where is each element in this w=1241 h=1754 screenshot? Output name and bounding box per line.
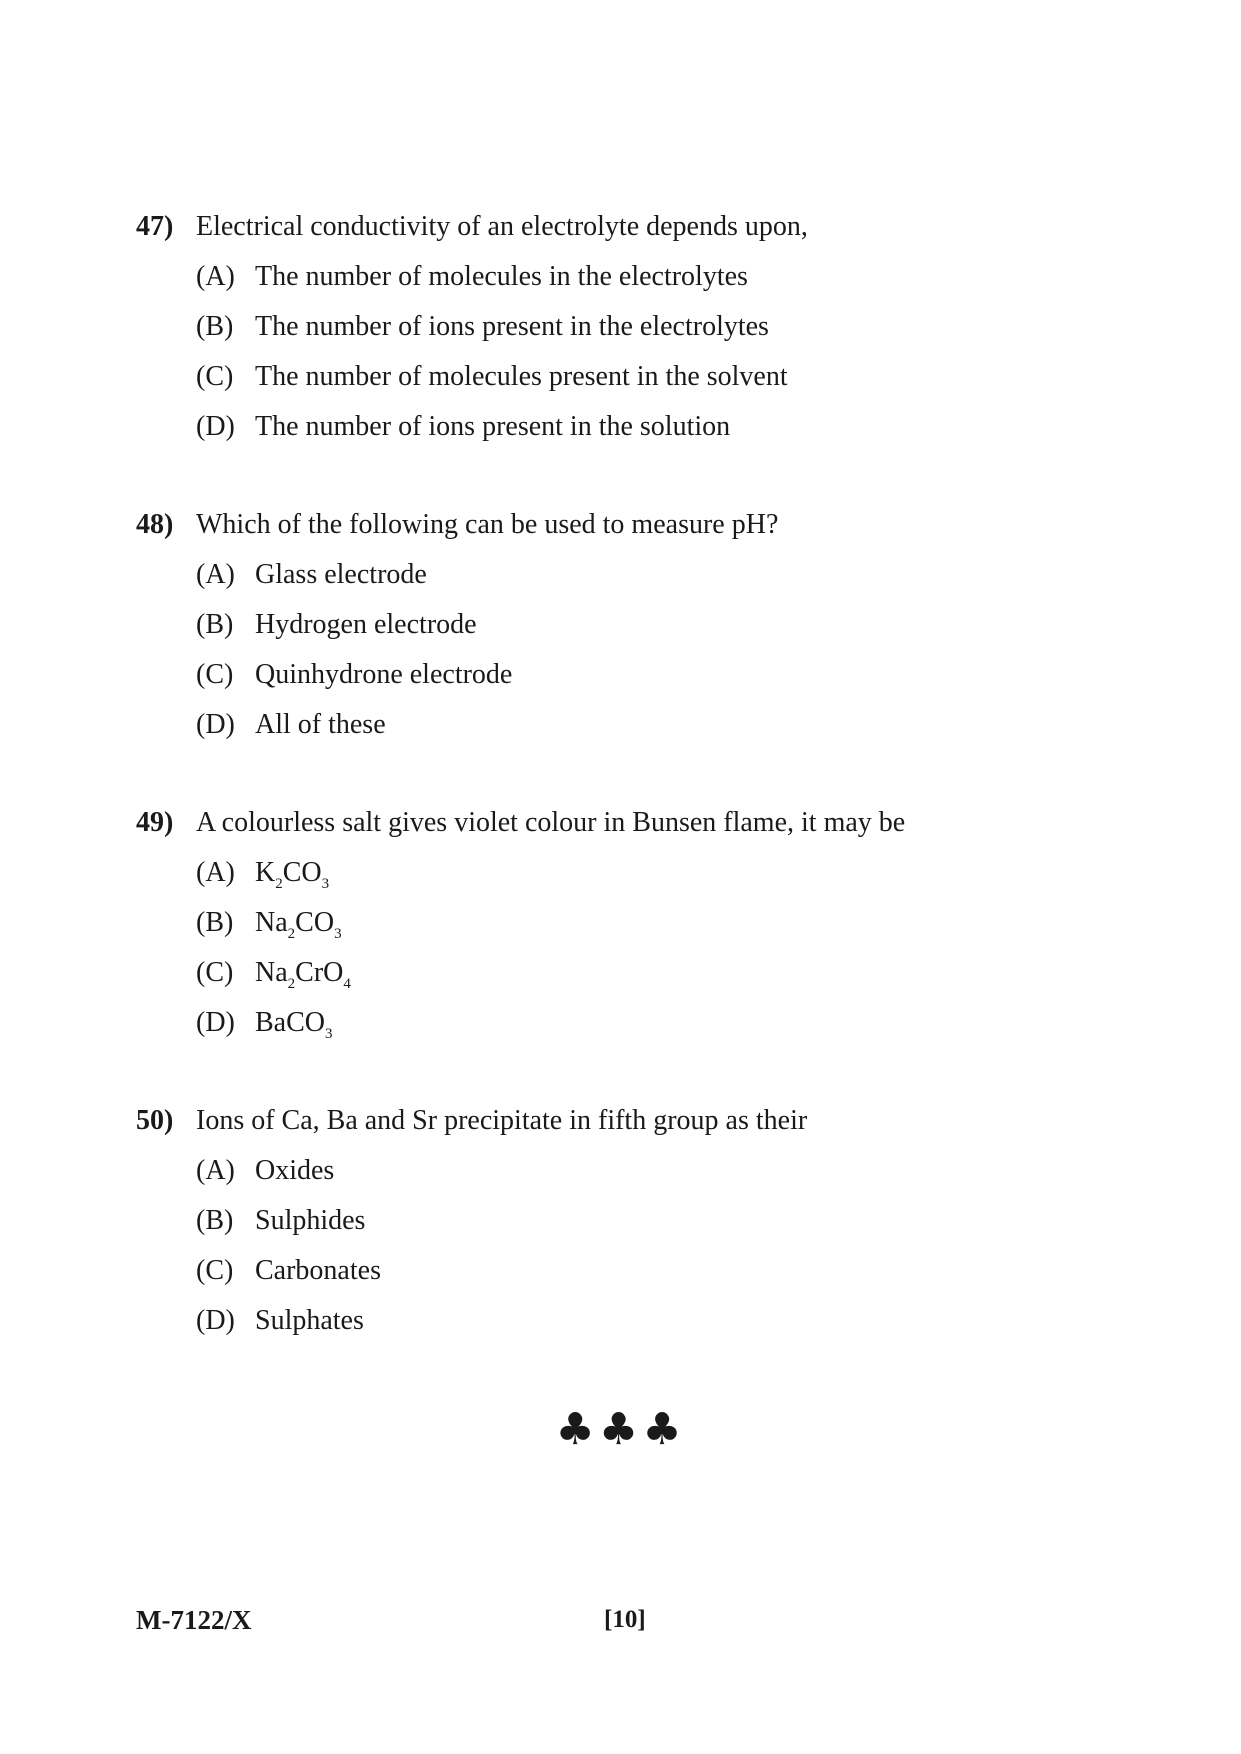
question-text: A colourless salt gives violet colour in Bunsen flame, it may be [196, 807, 906, 838]
options-list [196, 856, 1136, 1040]
option-d [196, 1006, 1136, 1040]
options-list [196, 1154, 1136, 1338]
formula-part: K [255, 857, 276, 888]
option-text: The number of molecules present in the solvent [255, 361, 788, 392]
question-text: Ions of Ca, Ba and Sr precipitate in fifth group as their [196, 1105, 808, 1136]
option-text: Quinhydrone electrode [255, 659, 513, 690]
option-label: (A) [196, 1155, 235, 1186]
option-text: The number of ions present in the solution [255, 411, 731, 442]
chemical-formula [255, 906, 342, 940]
option-a [196, 260, 1136, 294]
question-49 [136, 806, 1136, 1040]
option-text: Oxides [255, 1155, 335, 1186]
option-label: (B) [196, 311, 234, 342]
option-b [196, 608, 1136, 642]
option-text: The number of ions present in the electrolytes [255, 311, 769, 342]
option-label: (D) [196, 709, 235, 740]
option-c [196, 658, 1136, 692]
option-d [196, 1304, 1136, 1338]
option-text: Sulphates [255, 1305, 364, 1336]
option-b [196, 1204, 1136, 1238]
formula-part: Na [255, 907, 288, 938]
question-number: 48) [136, 509, 174, 540]
option-label: (C) [196, 957, 234, 988]
option-b [196, 310, 1136, 344]
option-label: (A) [196, 559, 235, 590]
option-c [196, 956, 1136, 990]
formula-part: CO [295, 907, 335, 938]
chemical-formula [255, 856, 329, 890]
formula-part: CrO [295, 957, 344, 988]
question-number: 47) [136, 211, 174, 242]
chemical-formula [255, 1006, 333, 1040]
option-c [196, 1254, 1136, 1288]
option-a [196, 856, 1136, 890]
question-50 [136, 1104, 1136, 1338]
option-label: (A) [196, 857, 235, 888]
question-text: Electrical conductivity of an electrolyte depends upon, [196, 211, 808, 242]
formula-subscript: 4 [343, 976, 351, 992]
option-label: (B) [196, 907, 234, 938]
option-label: (D) [196, 411, 235, 442]
option-label: (D) [196, 1305, 235, 1336]
formula-subscript: 3 [334, 926, 342, 942]
option-text: The number of molecules in the electrolytes [255, 261, 748, 292]
option-label: (B) [196, 1205, 234, 1236]
page-number: [10] [604, 1606, 646, 1633]
option-c [196, 360, 1136, 394]
option-text: All of these [255, 709, 386, 740]
options-list [196, 260, 1136, 444]
formula-subscript: 2 [275, 876, 283, 892]
question-number: 49) [136, 807, 174, 838]
club-ornament-icon: ♣♣♣ [555, 1404, 686, 1455]
option-d [196, 708, 1136, 742]
option-label: (B) [196, 609, 234, 640]
option-d [196, 410, 1136, 444]
option-text: Hydrogen electrode [255, 609, 477, 640]
question-47 [136, 210, 1136, 444]
option-label: (C) [196, 659, 234, 690]
option-a [196, 1154, 1136, 1188]
option-label: (D) [196, 1007, 235, 1038]
chemical-formula [255, 956, 351, 990]
formula-subscript: 2 [287, 976, 296, 992]
option-a [196, 558, 1136, 592]
question-text: Which of the following can be used to measure pH? [196, 509, 779, 540]
question-number: 50) [136, 1105, 174, 1136]
formula-part: CO [282, 857, 322, 888]
formula-part: Na [255, 957, 288, 988]
question-48 [136, 508, 1136, 742]
option-b [196, 906, 1136, 940]
options-list [196, 558, 1136, 742]
paper-code: M-7122/X [136, 1605, 252, 1635]
option-label: (C) [196, 1255, 234, 1286]
formula-subscript: 2 [287, 926, 296, 942]
option-label: (A) [196, 261, 235, 292]
option-text: Sulphides [255, 1205, 366, 1236]
formula-part: BaCO [255, 1007, 325, 1038]
formula-subscript: 3 [325, 1026, 333, 1042]
option-label: (C) [196, 361, 234, 392]
option-text: Carbonates [255, 1255, 381, 1286]
formula-subscript: 3 [321, 876, 330, 892]
option-text: Glass electrode [255, 559, 427, 590]
